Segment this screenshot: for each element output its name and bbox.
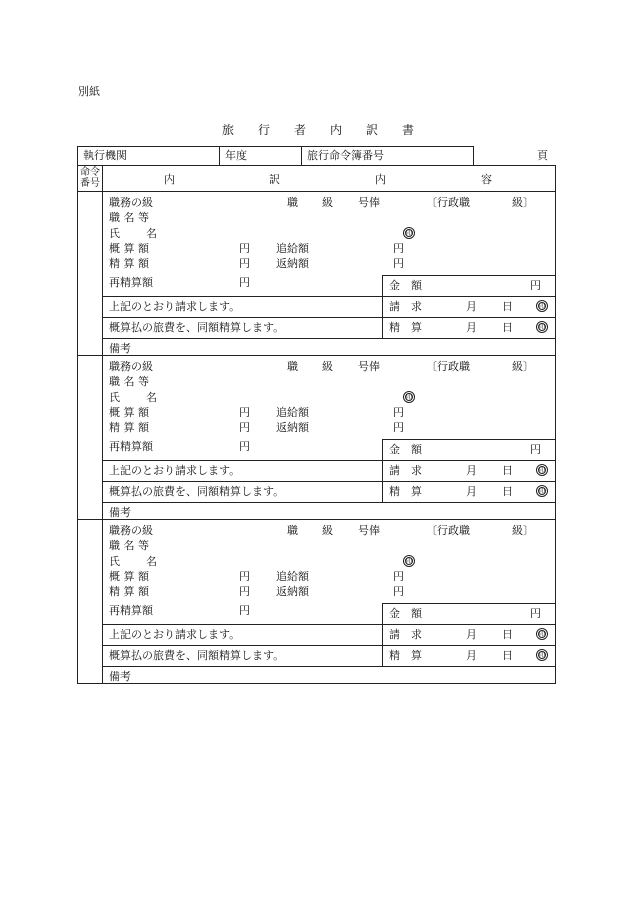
seal-icon [403, 227, 415, 239]
order-no-column-label [78, 167, 102, 189]
settle-statement: 概算払の旅費を、同額精算します。 [109, 649, 285, 662]
yen-unit: 円 [239, 257, 250, 270]
seal-icon [536, 485, 548, 497]
claim-statement: 上記のとおり請求します。 [109, 300, 241, 313]
month-label: 月 [466, 464, 477, 477]
seal-inner-icon: 印 [406, 230, 413, 237]
order-number-label: 旅行命令簿番号 [307, 149, 384, 162]
grade-mid-text: 職 [287, 196, 298, 209]
title-char: 者 [294, 123, 307, 137]
seal-inner-icon: 印 [406, 394, 413, 401]
refund-label: 返納額 [276, 257, 309, 270]
additional-label: 追給額 [276, 406, 309, 419]
yen-unit: 円 [239, 604, 250, 617]
grade-right-text: 〔行政職 [426, 524, 470, 537]
rule-line [77, 683, 556, 684]
yen-unit: 円 [393, 406, 404, 419]
rule-line [102, 317, 556, 318]
additional-label: 追給額 [276, 242, 309, 255]
rule-line [102, 338, 556, 339]
yen-unit: 円 [530, 279, 541, 292]
settle-label: 精 [389, 321, 400, 334]
amount-label: 額 [411, 607, 422, 620]
yen-unit: 円 [530, 443, 541, 456]
seal-inner-icon: 印 [539, 488, 546, 495]
job-title-label: 職 名 等 [109, 539, 149, 552]
resettle-label: 再精算額 [109, 440, 153, 453]
attachment-label: 別紙 [78, 85, 100, 98]
day-label: 日 [502, 649, 513, 662]
yen-unit: 円 [239, 440, 250, 453]
title-char: 内 [330, 123, 343, 137]
claim-label: 求 [411, 300, 422, 313]
settle-label: 算 [411, 649, 422, 662]
seal-icon [536, 464, 548, 476]
claim-label: 求 [411, 464, 422, 477]
rule-line [102, 460, 556, 461]
rule-line [77, 519, 556, 520]
day-label: 日 [502, 321, 513, 334]
grade-mid-text: 職 [287, 360, 298, 373]
yen-unit: 円 [239, 242, 250, 255]
refund-label: 返納額 [276, 585, 309, 598]
rule-line [102, 502, 556, 503]
rule-line [102, 666, 556, 667]
day-label: 日 [502, 300, 513, 313]
page-label: 頁 [537, 149, 548, 162]
grade-mid-text: 号俸 [358, 524, 380, 537]
job-title-label: 職 名 等 [109, 211, 149, 224]
grade-mid-text: 級 [322, 360, 333, 373]
rule-line [102, 624, 556, 625]
seal-inner-icon: 印 [539, 324, 546, 331]
settle-label: 精 [389, 649, 400, 662]
content-header-char: 訳 [269, 173, 280, 186]
title-char: 旅 [222, 123, 235, 137]
agency-label: 執行機関 [83, 149, 127, 162]
title-char: 行 [258, 123, 271, 137]
grade-mid-text: 級 [322, 524, 333, 537]
month-label: 月 [466, 485, 477, 498]
estimate-label: 概 算 額 [109, 242, 149, 255]
name-label: 氏 [109, 227, 120, 240]
claim-statement: 上記のとおり請求します。 [109, 628, 241, 641]
seal-inner-icon: 印 [539, 631, 546, 638]
remarks-label: 備考 [109, 670, 131, 683]
settle-amount-label: 精 算 額 [109, 585, 149, 598]
seal-inner-icon: 印 [539, 467, 546, 474]
yen-unit: 円 [393, 257, 404, 270]
yen-unit: 円 [239, 406, 250, 419]
seal-icon [536, 321, 548, 333]
rule-line [382, 439, 556, 440]
name-label: 氏 [109, 555, 120, 568]
seal-icon [536, 300, 548, 312]
content-header-char: 内 [375, 173, 386, 186]
settle-statement: 概算払の旅費を、同額精算します。 [109, 485, 285, 498]
title-char: 訳 [366, 123, 379, 137]
remarks-label: 備考 [109, 342, 131, 355]
settle-label: 算 [411, 485, 422, 498]
title-char: 書 [402, 123, 415, 137]
additional-label: 追給額 [276, 570, 309, 583]
amount-label: 金 [389, 607, 400, 620]
yen-unit: 円 [393, 585, 404, 598]
rule-line [77, 355, 556, 356]
seal-inner-icon: 印 [539, 303, 546, 310]
day-label: 日 [502, 464, 513, 477]
settle-statement: 概算払の旅費を、同額精算します。 [109, 321, 285, 334]
amount-label: 金 [389, 443, 400, 456]
settle-label: 精 [389, 485, 400, 498]
settle-label: 算 [411, 321, 422, 334]
rule-line [382, 275, 556, 276]
grade-label: 職務の級 [109, 524, 153, 537]
name-label: 名 [146, 391, 157, 404]
name-label: 名 [146, 227, 157, 240]
remarks-label: 備考 [109, 506, 131, 519]
yen-unit: 円 [530, 607, 541, 620]
seal-inner-icon: 印 [406, 558, 413, 565]
name-label: 名 [146, 555, 157, 568]
seal-icon [403, 391, 415, 403]
grade-mid-text: 号俸 [358, 196, 380, 209]
grade-mid-text: 職 [287, 524, 298, 537]
content-header-char: 内 [164, 173, 175, 186]
day-label: 日 [502, 485, 513, 498]
grade-label: 職務の級 [109, 360, 153, 373]
seal-icon [536, 649, 548, 661]
order-no-column-text: 命令番号 [80, 167, 100, 189]
month-label: 月 [466, 300, 477, 313]
yen-unit: 円 [393, 570, 404, 583]
month-label: 月 [466, 649, 477, 662]
yen-unit: 円 [239, 570, 250, 583]
estimate-label: 概 算 額 [109, 406, 149, 419]
name-label: 氏 [109, 391, 120, 404]
amount-label: 金 [389, 279, 400, 292]
claim-label: 請 [389, 300, 400, 313]
estimate-label: 概 算 額 [109, 570, 149, 583]
month-label: 月 [466, 628, 477, 641]
amount-label: 額 [411, 443, 422, 456]
year-label: 年度 [225, 149, 247, 162]
resettle-label: 再精算額 [109, 604, 153, 617]
rule-line [382, 603, 383, 667]
amount-label: 額 [411, 279, 422, 292]
yen-unit: 円 [393, 421, 404, 434]
seal-inner-icon: 印 [539, 652, 546, 659]
grade-right-text: 〔行政職 [426, 196, 470, 209]
refund-label: 返納額 [276, 421, 309, 434]
rule-line [382, 439, 383, 503]
rule-line [382, 603, 556, 604]
yen-unit: 円 [239, 585, 250, 598]
yen-unit: 円 [239, 276, 250, 289]
grade-right-text: 〔行政職 [426, 360, 470, 373]
claim-label: 請 [389, 628, 400, 641]
grade-right-end-text: 級〕 [512, 524, 534, 537]
rule-line [102, 296, 556, 297]
job-title-label: 職 名 等 [109, 375, 149, 388]
claim-label: 求 [411, 628, 422, 641]
grade-right-end-text: 級〕 [512, 196, 534, 209]
settle-amount-label: 精 算 額 [109, 421, 149, 434]
seal-icon [536, 628, 548, 640]
grade-mid-text: 級 [322, 196, 333, 209]
rule-line [382, 275, 383, 339]
yen-unit: 円 [393, 242, 404, 255]
month-label: 月 [466, 321, 477, 334]
yen-unit: 円 [239, 421, 250, 434]
grade-mid-text: 号俸 [358, 360, 380, 373]
seal-icon [403, 555, 415, 567]
claim-label: 請 [389, 464, 400, 477]
resettle-label: 再精算額 [109, 276, 153, 289]
day-label: 日 [502, 628, 513, 641]
grade-right-end-text: 級〕 [512, 360, 534, 373]
claim-statement: 上記のとおり請求します。 [109, 464, 241, 477]
rule-line [102, 481, 556, 482]
grade-label: 職務の級 [109, 196, 153, 209]
rule-line [102, 645, 556, 646]
content-header-char: 容 [481, 173, 492, 186]
settle-amount-label: 精 算 額 [109, 257, 149, 270]
